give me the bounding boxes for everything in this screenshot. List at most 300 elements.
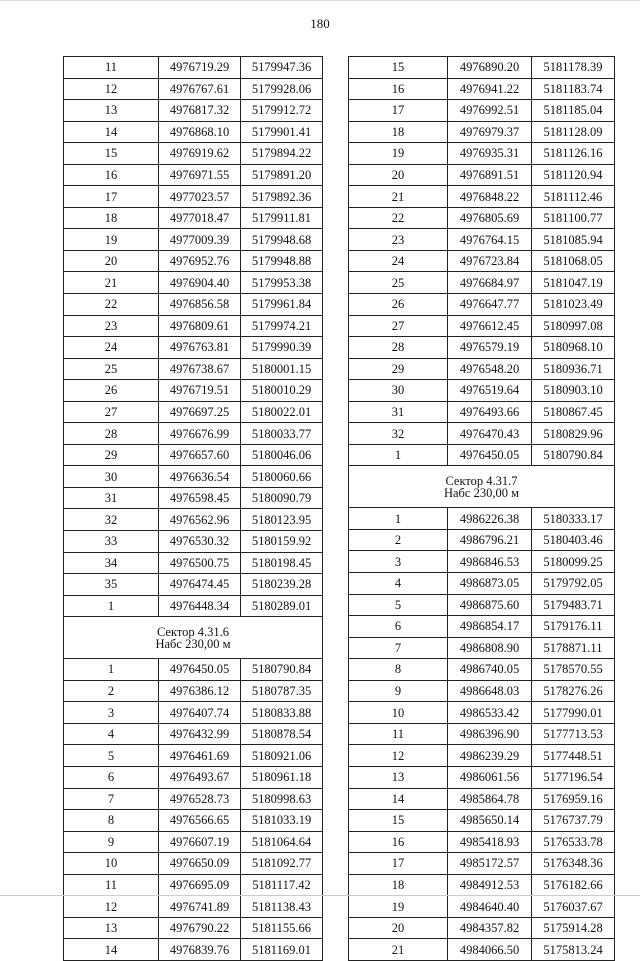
x-coordinate-cell: 4976448.34 bbox=[159, 595, 241, 617]
point-number-cell: 1 bbox=[349, 508, 448, 530]
x-coordinate-cell: 4986854.17 bbox=[448, 616, 532, 638]
table-row bbox=[349, 294, 615, 316]
y-coordinate-cell: 5181178.39 bbox=[532, 57, 615, 79]
point-number-cell: 24 bbox=[349, 250, 448, 272]
y-coordinate-cell: 5180787.35 bbox=[241, 680, 323, 702]
table-row bbox=[64, 100, 323, 122]
point-number-cell: 4 bbox=[349, 573, 448, 595]
y-coordinate-cell: 5179894.22 bbox=[241, 143, 323, 165]
y-coordinate-cell: 5179892.36 bbox=[241, 186, 323, 208]
x-coordinate-cell: 4986226.38 bbox=[448, 508, 532, 530]
x-coordinate-cell: 4986796.21 bbox=[448, 529, 532, 551]
x-coordinate-cell: 4986740.05 bbox=[448, 659, 532, 681]
scan-edge-top bbox=[0, 0, 640, 1]
x-coordinate-cell: 4977009.39 bbox=[159, 229, 241, 251]
table-row bbox=[64, 659, 323, 681]
y-coordinate-cell: 5180829.96 bbox=[532, 423, 615, 445]
table-row bbox=[349, 78, 615, 100]
x-coordinate-cell: 4976741.89 bbox=[159, 896, 241, 918]
x-coordinate-cell: 4977023.57 bbox=[159, 186, 241, 208]
x-coordinate-cell: 4976474.45 bbox=[159, 574, 241, 596]
table-row bbox=[64, 207, 323, 229]
y-coordinate-cell: 5178871.11 bbox=[532, 637, 615, 659]
y-coordinate-cell: 5181169.01 bbox=[241, 939, 323, 961]
x-coordinate-cell: 4976612.45 bbox=[448, 315, 532, 337]
y-coordinate-cell: 5179974.21 bbox=[241, 315, 323, 337]
y-coordinate-cell: 5176959.16 bbox=[532, 788, 615, 810]
x-coordinate-cell: 4976848.22 bbox=[448, 186, 532, 208]
x-coordinate-cell: 4976868.10 bbox=[159, 121, 241, 143]
point-number-cell: 19 bbox=[64, 229, 159, 251]
y-coordinate-cell: 5179948.68 bbox=[241, 229, 323, 251]
table-row bbox=[64, 552, 323, 574]
point-number-cell: 22 bbox=[349, 207, 448, 229]
y-coordinate-cell: 5180198.45 bbox=[241, 552, 323, 574]
y-coordinate-cell: 5180878.54 bbox=[241, 723, 323, 745]
x-coordinate-cell: 4976450.05 bbox=[448, 444, 532, 466]
y-coordinate-cell: 5175813.24 bbox=[532, 939, 615, 961]
y-coordinate-cell: 5179792.05 bbox=[532, 573, 615, 595]
table-row bbox=[64, 831, 323, 853]
point-number-cell: 31 bbox=[64, 487, 159, 509]
point-number-cell: 28 bbox=[64, 423, 159, 445]
y-coordinate-cell: 5179947.36 bbox=[241, 57, 323, 79]
y-coordinate-cell: 5180289.01 bbox=[241, 595, 323, 617]
point-number-cell: 25 bbox=[349, 272, 448, 294]
point-number-cell: 18 bbox=[64, 207, 159, 229]
y-coordinate-cell: 5181155.66 bbox=[241, 917, 323, 939]
point-number-cell: 8 bbox=[349, 659, 448, 681]
x-coordinate-cell: 4976935.31 bbox=[448, 143, 532, 165]
point-number-cell: 35 bbox=[64, 574, 159, 596]
x-coordinate-cell: 4976738.67 bbox=[159, 358, 241, 380]
y-coordinate-cell: 5181112.46 bbox=[532, 186, 615, 208]
table-row bbox=[64, 874, 323, 896]
x-coordinate-cell: 4984912.53 bbox=[448, 874, 532, 896]
table-row bbox=[64, 250, 323, 272]
point-number-cell: 3 bbox=[349, 551, 448, 573]
y-coordinate-cell: 5181128.09 bbox=[532, 121, 615, 143]
y-coordinate-cell: 5180833.88 bbox=[241, 702, 323, 724]
point-number-cell: 8 bbox=[64, 810, 159, 832]
y-coordinate-cell: 5180159.92 bbox=[241, 531, 323, 553]
x-coordinate-cell: 4976450.05 bbox=[159, 659, 241, 681]
point-number-cell: 7 bbox=[64, 788, 159, 810]
table-row bbox=[349, 551, 615, 573]
table-row bbox=[64, 853, 323, 875]
point-number-cell: 1 bbox=[64, 595, 159, 617]
y-coordinate-cell: 5181126.16 bbox=[532, 143, 615, 165]
point-number-cell: 10 bbox=[349, 702, 448, 724]
table-row bbox=[64, 896, 323, 918]
x-coordinate-cell: 4985418.93 bbox=[448, 831, 532, 853]
point-number-cell: 20 bbox=[349, 917, 448, 939]
x-coordinate-cell: 4976528.73 bbox=[159, 788, 241, 810]
table-row bbox=[64, 186, 323, 208]
table-row bbox=[349, 702, 615, 724]
point-number-cell: 13 bbox=[64, 917, 159, 939]
table-row bbox=[64, 380, 323, 402]
table-row bbox=[349, 143, 615, 165]
table-row bbox=[349, 766, 615, 788]
table-row bbox=[64, 595, 323, 617]
point-number-cell: 11 bbox=[64, 874, 159, 896]
y-coordinate-cell: 5181092.77 bbox=[241, 853, 323, 875]
x-coordinate-cell: 4976890.20 bbox=[448, 57, 532, 79]
x-coordinate-cell: 4986875.60 bbox=[448, 594, 532, 616]
y-coordinate-cell: 5181023.49 bbox=[532, 294, 615, 316]
x-coordinate-cell: 4976809.61 bbox=[159, 315, 241, 337]
y-coordinate-cell: 5181185.04 bbox=[532, 100, 615, 122]
table-row bbox=[64, 702, 323, 724]
x-coordinate-cell: 4986239.29 bbox=[448, 745, 532, 767]
table-row bbox=[349, 164, 615, 186]
table-row bbox=[349, 186, 615, 208]
y-coordinate-cell: 5176533.78 bbox=[532, 831, 615, 853]
y-coordinate-cell: 5180033.77 bbox=[241, 423, 323, 445]
y-coordinate-cell: 5176037.67 bbox=[532, 896, 615, 918]
point-number-cell: 18 bbox=[349, 121, 448, 143]
point-number-cell: 12 bbox=[349, 745, 448, 767]
sector-height: Набс 230,00 м bbox=[443, 485, 520, 500]
x-coordinate-cell: 4976856.58 bbox=[159, 294, 241, 316]
sector-title: Сектор 4.31.6 bbox=[156, 624, 230, 639]
x-coordinate-cell: 4985864.78 bbox=[448, 788, 532, 810]
y-coordinate-cell: 5180123.95 bbox=[241, 509, 323, 531]
x-coordinate-cell: 4986873.05 bbox=[448, 573, 532, 595]
y-coordinate-cell: 5179961.84 bbox=[241, 294, 323, 316]
point-number-cell: 1 bbox=[349, 444, 448, 466]
x-coordinate-cell: 4977018.47 bbox=[159, 207, 241, 229]
table-row bbox=[349, 337, 615, 359]
table-row bbox=[64, 78, 323, 100]
y-coordinate-cell: 5180010.29 bbox=[241, 380, 323, 402]
y-coordinate-cell: 5180921.06 bbox=[241, 745, 323, 767]
point-number-cell: 9 bbox=[349, 680, 448, 702]
table-row bbox=[64, 723, 323, 745]
sector-header-cell bbox=[349, 466, 615, 508]
point-number-cell: 12 bbox=[64, 896, 159, 918]
x-coordinate-cell: 4976562.96 bbox=[159, 509, 241, 531]
table-row bbox=[349, 57, 615, 79]
point-number-cell: 32 bbox=[349, 423, 448, 445]
y-coordinate-cell: 5181117.42 bbox=[241, 874, 323, 896]
table-row bbox=[349, 831, 615, 853]
y-coordinate-cell: 5180046.06 bbox=[241, 444, 323, 466]
table-row bbox=[349, 853, 615, 875]
table-row bbox=[349, 272, 615, 294]
table-row bbox=[349, 401, 615, 423]
table-row bbox=[64, 121, 323, 143]
table-row bbox=[349, 423, 615, 445]
y-coordinate-cell: 5178276.26 bbox=[532, 680, 615, 702]
x-coordinate-cell: 4986808.90 bbox=[448, 637, 532, 659]
point-number-cell: 23 bbox=[64, 315, 159, 337]
point-number-cell: 14 bbox=[64, 939, 159, 961]
table-row bbox=[349, 659, 615, 681]
y-coordinate-cell: 5181064.64 bbox=[241, 831, 323, 853]
table-row bbox=[64, 294, 323, 316]
point-number-cell: 15 bbox=[349, 57, 448, 79]
x-coordinate-cell: 4984357.82 bbox=[448, 917, 532, 939]
y-coordinate-cell: 5177713.53 bbox=[532, 723, 615, 745]
y-coordinate-cell: 5180099.25 bbox=[532, 551, 615, 573]
y-coordinate-cell: 5179483.71 bbox=[532, 594, 615, 616]
x-coordinate-cell: 4976941.22 bbox=[448, 78, 532, 100]
y-coordinate-cell: 5180998.63 bbox=[241, 788, 323, 810]
x-coordinate-cell: 4976764.15 bbox=[448, 229, 532, 251]
x-coordinate-cell: 4986846.53 bbox=[448, 551, 532, 573]
y-coordinate-cell: 5180022.01 bbox=[241, 401, 323, 423]
table-row bbox=[64, 466, 323, 488]
x-coordinate-cell: 4976519.64 bbox=[448, 380, 532, 402]
point-number-cell: 1 bbox=[64, 659, 159, 681]
point-number-cell: 31 bbox=[349, 401, 448, 423]
table-row bbox=[64, 509, 323, 531]
x-coordinate-cell: 4976607.19 bbox=[159, 831, 241, 853]
point-number-cell: 21 bbox=[349, 939, 448, 961]
coordinates-table-left bbox=[63, 56, 323, 961]
table-row bbox=[349, 939, 615, 961]
x-coordinate-cell: 4976919.62 bbox=[159, 143, 241, 165]
y-coordinate-cell: 5181138.43 bbox=[241, 896, 323, 918]
y-coordinate-cell: 5180060.66 bbox=[241, 466, 323, 488]
point-number-cell: 24 bbox=[64, 337, 159, 359]
x-coordinate-cell: 4976992.51 bbox=[448, 100, 532, 122]
table-row bbox=[64, 423, 323, 445]
y-coordinate-cell: 5176348.36 bbox=[532, 853, 615, 875]
x-coordinate-cell: 4976598.45 bbox=[159, 487, 241, 509]
table-row bbox=[64, 574, 323, 596]
x-coordinate-cell: 4976386.12 bbox=[159, 680, 241, 702]
point-number-cell: 20 bbox=[64, 250, 159, 272]
y-coordinate-cell: 5180790.84 bbox=[532, 444, 615, 466]
table-row bbox=[64, 939, 323, 961]
x-coordinate-cell: 4976684.97 bbox=[448, 272, 532, 294]
x-coordinate-cell: 4976676.99 bbox=[159, 423, 241, 445]
y-coordinate-cell: 5180997.08 bbox=[532, 315, 615, 337]
table-row bbox=[64, 531, 323, 553]
y-coordinate-cell: 5180001.15 bbox=[241, 358, 323, 380]
point-number-cell: 16 bbox=[64, 164, 159, 186]
table-row bbox=[64, 358, 323, 380]
x-coordinate-cell: 4976719.29 bbox=[159, 57, 241, 79]
point-number-cell: 21 bbox=[64, 272, 159, 294]
x-coordinate-cell: 4976971.55 bbox=[159, 164, 241, 186]
y-coordinate-cell: 5176182.66 bbox=[532, 874, 615, 896]
sector-header-row bbox=[349, 466, 615, 508]
x-coordinate-cell: 4986061.56 bbox=[448, 766, 532, 788]
x-coordinate-cell: 4976461.69 bbox=[159, 745, 241, 767]
x-coordinate-cell: 4976979.37 bbox=[448, 121, 532, 143]
table-row bbox=[349, 594, 615, 616]
table-row bbox=[349, 810, 615, 832]
point-number-cell: 7 bbox=[349, 637, 448, 659]
y-coordinate-cell: 5180968.10 bbox=[532, 337, 615, 359]
x-coordinate-cell: 4976407.74 bbox=[159, 702, 241, 724]
point-number-cell: 19 bbox=[349, 896, 448, 918]
x-coordinate-cell: 4984066.50 bbox=[448, 939, 532, 961]
y-coordinate-cell: 5180403.46 bbox=[532, 529, 615, 551]
table-row bbox=[349, 529, 615, 551]
x-coordinate-cell: 4986396.90 bbox=[448, 723, 532, 745]
x-coordinate-cell: 4976493.67 bbox=[159, 766, 241, 788]
table-row bbox=[64, 766, 323, 788]
point-number-cell: 25 bbox=[64, 358, 159, 380]
table-row bbox=[349, 874, 615, 896]
x-coordinate-cell: 4985172.57 bbox=[448, 853, 532, 875]
table-row bbox=[64, 57, 323, 79]
y-coordinate-cell: 5179911.81 bbox=[241, 207, 323, 229]
table-row bbox=[64, 401, 323, 423]
y-coordinate-cell: 5179990.39 bbox=[241, 337, 323, 359]
y-coordinate-cell: 5177990.01 bbox=[532, 702, 615, 724]
point-number-cell: 14 bbox=[349, 788, 448, 810]
y-coordinate-cell: 5180239.28 bbox=[241, 574, 323, 596]
x-coordinate-cell: 4976695.09 bbox=[159, 874, 241, 896]
y-coordinate-cell: 5181120.94 bbox=[532, 164, 615, 186]
point-number-cell: 12 bbox=[64, 78, 159, 100]
point-number-cell: 28 bbox=[349, 337, 448, 359]
x-coordinate-cell: 4976790.22 bbox=[159, 917, 241, 939]
page-number: 180 bbox=[310, 16, 330, 31]
y-coordinate-cell: 5179901.41 bbox=[241, 121, 323, 143]
table-row bbox=[64, 272, 323, 294]
point-number-cell: 11 bbox=[64, 57, 159, 79]
x-coordinate-cell: 4976657.60 bbox=[159, 444, 241, 466]
x-coordinate-cell: 4986533.42 bbox=[448, 702, 532, 724]
x-coordinate-cell: 4976493.66 bbox=[448, 401, 532, 423]
x-coordinate-cell: 4985650.14 bbox=[448, 810, 532, 832]
table-row bbox=[349, 358, 615, 380]
sector-header-cell bbox=[64, 617, 323, 659]
y-coordinate-cell: 5180903.10 bbox=[532, 380, 615, 402]
x-coordinate-cell: 4976500.75 bbox=[159, 552, 241, 574]
point-number-cell: 13 bbox=[349, 766, 448, 788]
y-coordinate-cell: 5177196.54 bbox=[532, 766, 615, 788]
table-row bbox=[349, 573, 615, 595]
x-coordinate-cell: 4976470.43 bbox=[448, 423, 532, 445]
table-row bbox=[64, 229, 323, 251]
y-coordinate-cell: 5180090.79 bbox=[241, 487, 323, 509]
x-coordinate-cell: 4976763.81 bbox=[159, 337, 241, 359]
table-row bbox=[349, 680, 615, 702]
point-number-cell: 15 bbox=[64, 143, 159, 165]
point-number-cell: 23 bbox=[349, 229, 448, 251]
point-number-cell: 15 bbox=[349, 810, 448, 832]
x-coordinate-cell: 4976891.51 bbox=[448, 164, 532, 186]
point-number-cell: 32 bbox=[64, 509, 159, 531]
sector-header-row bbox=[64, 617, 323, 659]
point-number-cell: 5 bbox=[64, 745, 159, 767]
table-row bbox=[64, 337, 323, 359]
table-row bbox=[349, 896, 615, 918]
x-coordinate-cell: 4976579.19 bbox=[448, 337, 532, 359]
x-coordinate-cell: 4976817.32 bbox=[159, 100, 241, 122]
point-number-cell: 2 bbox=[64, 680, 159, 702]
point-number-cell: 33 bbox=[64, 531, 159, 553]
y-coordinate-cell: 5179912.72 bbox=[241, 100, 323, 122]
y-coordinate-cell: 5179948.88 bbox=[241, 250, 323, 272]
point-number-cell: 26 bbox=[349, 294, 448, 316]
table-row bbox=[349, 207, 615, 229]
table-row bbox=[64, 487, 323, 509]
y-coordinate-cell: 5181033.19 bbox=[241, 810, 323, 832]
y-coordinate-cell: 5181183.74 bbox=[532, 78, 615, 100]
x-coordinate-cell: 4976566.65 bbox=[159, 810, 241, 832]
point-number-cell: 19 bbox=[349, 143, 448, 165]
table-row bbox=[349, 788, 615, 810]
point-number-cell: 11 bbox=[349, 723, 448, 745]
point-number-cell: 16 bbox=[349, 831, 448, 853]
x-coordinate-cell: 4976904.40 bbox=[159, 272, 241, 294]
table-row bbox=[349, 723, 615, 745]
point-number-cell: 29 bbox=[64, 444, 159, 466]
table-row bbox=[349, 380, 615, 402]
y-coordinate-cell: 5179891.20 bbox=[241, 164, 323, 186]
x-coordinate-cell: 4976647.77 bbox=[448, 294, 532, 316]
table-row bbox=[349, 229, 615, 251]
point-number-cell: 30 bbox=[64, 466, 159, 488]
x-coordinate-cell: 4976767.61 bbox=[159, 78, 241, 100]
table-row bbox=[349, 917, 615, 939]
point-number-cell: 10 bbox=[64, 853, 159, 875]
point-number-cell: 29 bbox=[349, 358, 448, 380]
y-coordinate-cell: 5180936.71 bbox=[532, 358, 615, 380]
y-coordinate-cell: 5177448.51 bbox=[532, 745, 615, 767]
point-number-cell: 5 bbox=[349, 594, 448, 616]
table-row bbox=[64, 680, 323, 702]
table-row bbox=[349, 121, 615, 143]
point-number-cell: 22 bbox=[64, 294, 159, 316]
table-row bbox=[64, 444, 323, 466]
y-coordinate-cell: 5181100.77 bbox=[532, 207, 615, 229]
table-row bbox=[349, 100, 615, 122]
x-coordinate-cell: 4976719.51 bbox=[159, 380, 241, 402]
point-number-cell: 18 bbox=[349, 874, 448, 896]
point-number-cell: 26 bbox=[64, 380, 159, 402]
y-coordinate-cell: 5180961.18 bbox=[241, 766, 323, 788]
table-row bbox=[349, 250, 615, 272]
x-coordinate-cell: 4976697.25 bbox=[159, 401, 241, 423]
x-coordinate-cell: 4976839.76 bbox=[159, 939, 241, 961]
y-coordinate-cell: 5180867.45 bbox=[532, 401, 615, 423]
table-row bbox=[64, 745, 323, 767]
sector-title: Сектор 4.31.7 bbox=[445, 473, 518, 488]
x-coordinate-cell: 4986648.03 bbox=[448, 680, 532, 702]
sector-height: Набс 230,00 м bbox=[155, 636, 231, 651]
table-row bbox=[64, 143, 323, 165]
x-coordinate-cell: 4976636.54 bbox=[159, 466, 241, 488]
x-coordinate-cell: 4976530.32 bbox=[159, 531, 241, 553]
y-coordinate-cell: 5180333.17 bbox=[532, 508, 615, 530]
y-coordinate-cell: 5179928.06 bbox=[241, 78, 323, 100]
point-number-cell: 21 bbox=[349, 186, 448, 208]
point-number-cell: 20 bbox=[349, 164, 448, 186]
y-coordinate-cell: 5181047.19 bbox=[532, 272, 615, 294]
point-number-cell: 17 bbox=[64, 186, 159, 208]
table-row bbox=[349, 315, 615, 337]
table-row bbox=[64, 917, 323, 939]
y-coordinate-cell: 5175914.28 bbox=[532, 917, 615, 939]
point-number-cell: 2 bbox=[349, 529, 448, 551]
point-number-cell: 27 bbox=[64, 401, 159, 423]
coordinates-table-right bbox=[348, 56, 615, 961]
point-number-cell: 13 bbox=[64, 100, 159, 122]
x-coordinate-cell: 4976432.99 bbox=[159, 723, 241, 745]
point-number-cell: 9 bbox=[64, 831, 159, 853]
point-number-cell: 4 bbox=[64, 723, 159, 745]
